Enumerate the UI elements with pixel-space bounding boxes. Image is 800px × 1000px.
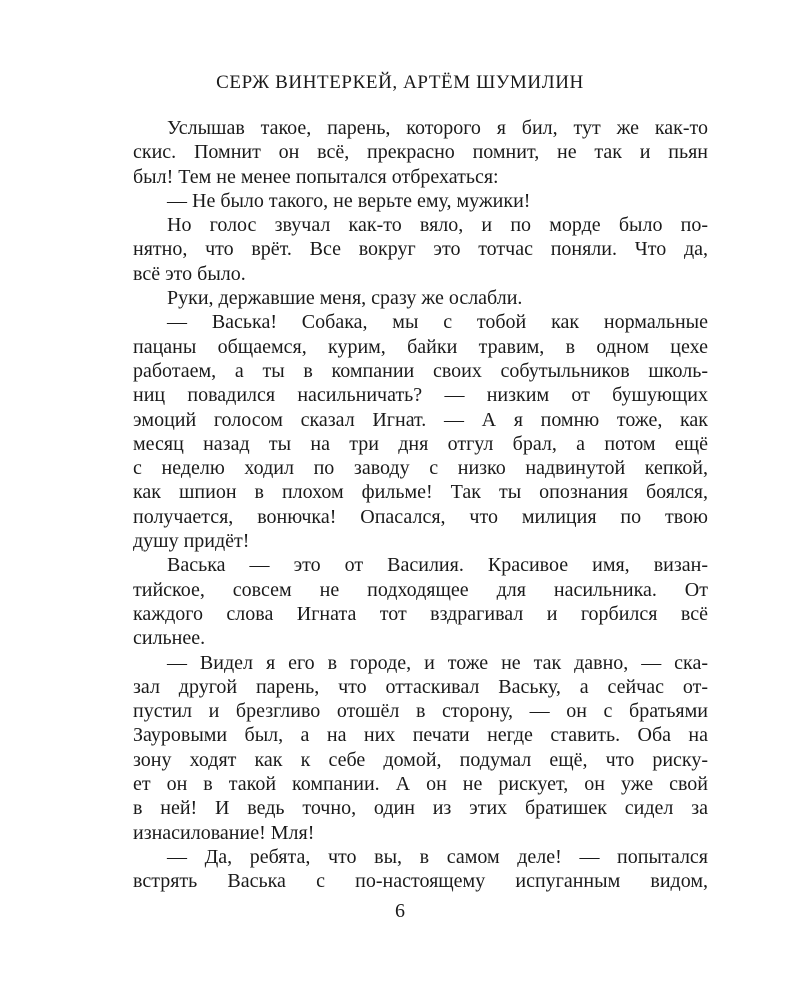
text-line: нятно, что врёт. Все вокруг это тотчас поняли. Что да, [133,238,708,261]
text-line: зал другой парень, что оттаскивал Ваську, а сейчас от- [133,675,708,698]
text-line: изнасилование! Мля! [133,821,315,844]
text-line: сильнее. [133,627,206,650]
text-line: с неделю ходил по заводу с низко надвинутой кепкой, [133,457,708,480]
body-text [133,116,708,894]
text-line: эмоций голосом сказал Игнат. — А я помню тоже, как [133,408,708,431]
text-line: каждого слова Игната тот вздрагивал и горбился всё [133,602,708,625]
text-line: скис. Помнит он всё, прекрасно помнит, не так и пьян [133,141,708,164]
text-line: ет он в такой компании. А он не рискует, он уже свой [133,773,708,796]
text-line: пустил и брезгливо отошёл в сторону, — он с братьями [133,700,708,723]
text-line: работаем, а ты в компании своих собутыльников школь- [133,359,708,382]
text-line: Васька — это от Василия. Красивое имя, визан- [167,554,708,577]
text-line: всё это было. [133,262,246,285]
text-line: в ней! И ведь точно, один из этих братишек сидел за [133,797,708,820]
text-line: получается, вонючка! Опасался, что милиция по твою [133,505,708,528]
text-line: пацаны общаемся, курим, байки травим, в одном цехе [133,335,708,358]
text-line: Руки, державшие меня, сразу же ослабли. [167,287,523,310]
running-title: СЕРЖ ВИНТЕРКЕЙ, АРТЁМ ШУМИЛИН [216,72,584,93]
text-line: Услышав такое, парень, которого я бил, тут же как-то [167,117,708,139]
page-number: 6 [395,900,405,922]
text-line: ниц повадился насильничать? — низким от бушующих [133,384,708,407]
text-line: был! Тем не менее попытался отбрехаться: [133,165,499,188]
text-line: Но голос звучал как-то вяло, и по морде было по- [167,214,708,237]
text-line: душу придёт! [133,530,250,553]
text-line: тийское, совсем не подходящее для насильника. От [133,578,708,601]
text-line: месяц назад ты на три дня отгул брал, а потом ещё [133,432,708,455]
text-line: встрять Васька с по-настоящему испуганным видом, [133,870,708,893]
text-line: как шпион в плохом фильме! Так ты опознания боялся, [133,481,708,504]
text-line: — Видел я его в городе, и тоже не так давно, — ска- [167,651,708,674]
text-line: Зауровыми был, а на них печати негде ставить. Оба на [133,724,708,747]
text-line: зону ходят как к себе домой, подумал ещё, что риску- [133,748,708,771]
text-line: — Васька! Собака, мы с тобой как нормальные [167,311,708,334]
text-line: — Да, ребята, что вы, в самом деле! — попытался [167,845,708,868]
text-line: — Не было такого, не верьте ему, мужики! [167,189,531,212]
